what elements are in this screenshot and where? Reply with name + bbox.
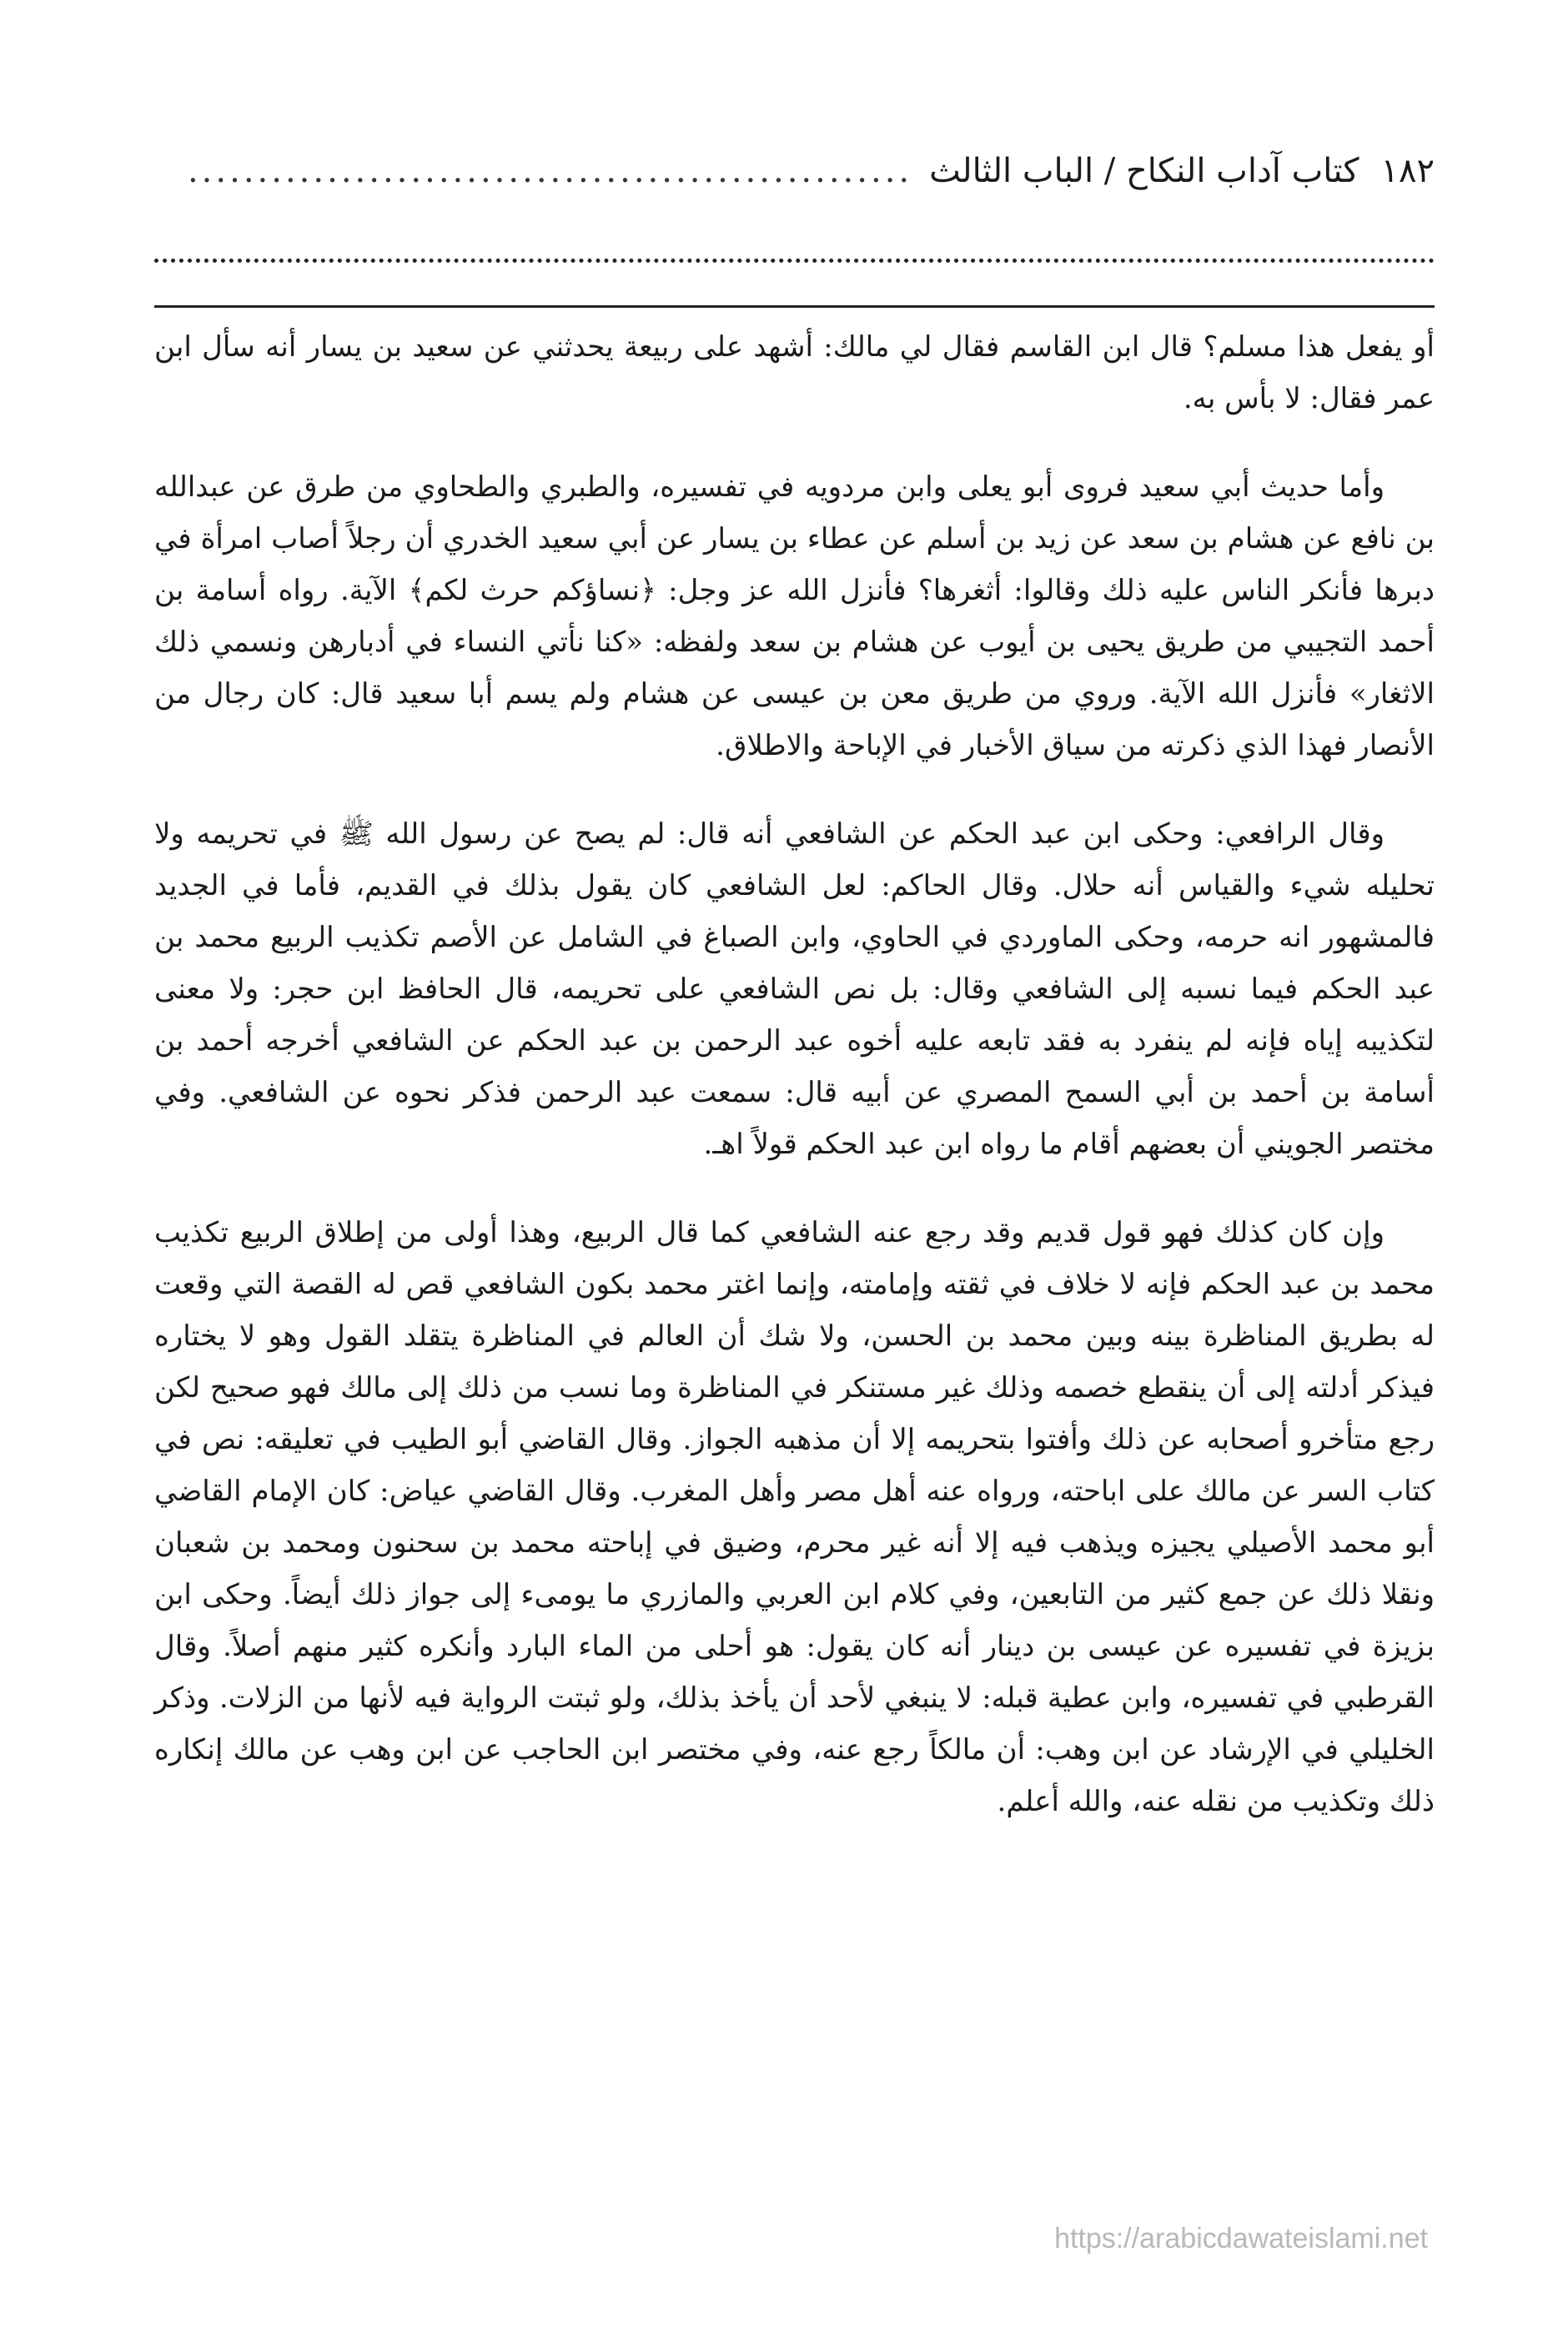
paragraph-4: وإن كان كذلك فهو قول قديم وقد رجع عنه الشافعي كما قال الربيع، وهذا أولى من إطلاق الربيع تكذيب محمد بن عبد الحكم فإنه لا خلاف في ثقته وإمامته، وإنما اغتر محمد بكون الشافعي قص له القصة التي وقعت له بطريق المناظرة بينه وبين محمد بن الحسن، ولا شك أن العالم في المناظرة يتقلد القول وهو لا يختاره فيذكر أدلته إلى أن ينقطع خصمه وذلك غير مستنكر في المناظرة وما نسب من ذلك إلى مالك فهو صحيح لكن رجع متأخرو أصحابه عن ذلك وأفتوا بتحريمه إلا أن مذهبه الجواز. وقال القاضي أبو الطيب في تعليقه: نص في كتاب السر عن مالك على اباحته، ورواه عنه أهل مصر وأهل المغرب. وقال القاضي عياض: كان الإمام القاضي أبو محمد الأصيلي يجيزه ويذهب فيه إلا أنه غير محرم، وضيق في إباحته محمد بن سحنون ومحمد بن شعبان ونقلا ذلك عن جمع كثير من التابعين، وفي كلام ابن العربي والمازري ما يومىء إلى جواز ذلك أيضاً. وحكى ابن بزيزة في تفسيره عن عيسى بن دينار أنه كان يقول: هو أحلى من الماء البارد وأنكره كثير منهم أصلاً. وقال القرطبي في تفسيره، وابن عطية قبله: لا ينبغي لأحد أن يأخذ بذلك، ولو ثبتت الرواية فيه لأنها من الزلات. وذكر الخليلي في الإرشاد عن ابن وهب: أن مالكاً رجع عنه، وفي مختصر ابن الحاجب عن ابن وهب عن مالك إنكاره ذلك وتكذيب من نقله عنه، والله أعلم. [154, 1216, 1435, 1818]
dotted-separator [154, 259, 1435, 263]
source-watermark: https://arabicdawateislami.net [1054, 2223, 1428, 2254]
page-number: ١٨٢ [1380, 152, 1435, 190]
solid-separator [154, 305, 1435, 308]
running-title: كتاب آداب النكاح / الباب الثالث [929, 152, 1359, 190]
header-dot-leader: .................................................... [187, 152, 913, 190]
paragraph-1: أو يفعل هذا مسلم؟ قال ابن القاسم فقال لي مالك: أشهد على ربيعة يحدثني عن سعيد بن يسار أنه سأل ابن عمر فقال: لا بأس به. [154, 330, 1435, 415]
paragraph-3: وقال الرافعي: وحكى ابن عبد الحكم عن الشافعي أنه قال: لم يصح عن رسول الله ﷺ في تحريمه ولا تحليله شيء والقياس أنه حلال. وقال الحاكم: لعل الشافعي كان يقول بذلك في القديم، فأما في الجديد فالمشهور انه حرمه، وحكى الماوردي في الحاوي، وابن الصباغ في الشامل عن الأصم تكذيب الربيع محمد بن عبد الحكم فيما نسبه إلى الشافعي وقال: بل نص الشافعي على تحريمه، قال الحافظ ابن حجر: ولا معنى لتكذيبه إياه فإنه لم ينفرد به فقد تابعه عليه أخوه عبد الرحمن بن عبد الحكم عن الشافعي أخرجه أحمد بن أسامة بن أحمد بن أبي السمح المصري عن أبيه قال: سمعت عبد الرحمن فذكر نحوه عن الشافعي. وفي مختصر الجويني أن بعضهم أقام ما رواه ابن عبد الحكم قولاً اهـ. [154, 817, 1435, 1161]
paragraph-2: وأما حديث أبي سعيد فروى أبو يعلى وابن مردويه في تفسيره، والطبري والطحاوي من طرق عن عبدالله بن نافع عن هشام بن سعد عن زيد بن أسلم عن عطاء بن يسار عن أبي سعيد الخدري أن رجلاً أصاب امرأة في دبرها فأنكر الناس عليه ذلك وقالوا: أثغرها؟ فأنزل الله عز وجل: ﴿نساؤكم حرث لكم﴾ الآية. رواه أسامة بن أحمد التجيبي من طريق يحيى بن أيوب عن هشام بن سعد ولفظه: «كنا نأتي النساء في أدبارهن ونسمي ذلك الاثغار» فأنزل الله الآية. وروي من طريق معن بن عيسى عن هشام ولم يسم أبا سعيد قال: كان رجال من الأنصار فهذا الذي ذكرته من سياق الأخبار في الإباحة والاطلاق. [154, 470, 1435, 762]
main-text [154, 321, 1435, 1864]
page-header [154, 138, 1435, 204]
